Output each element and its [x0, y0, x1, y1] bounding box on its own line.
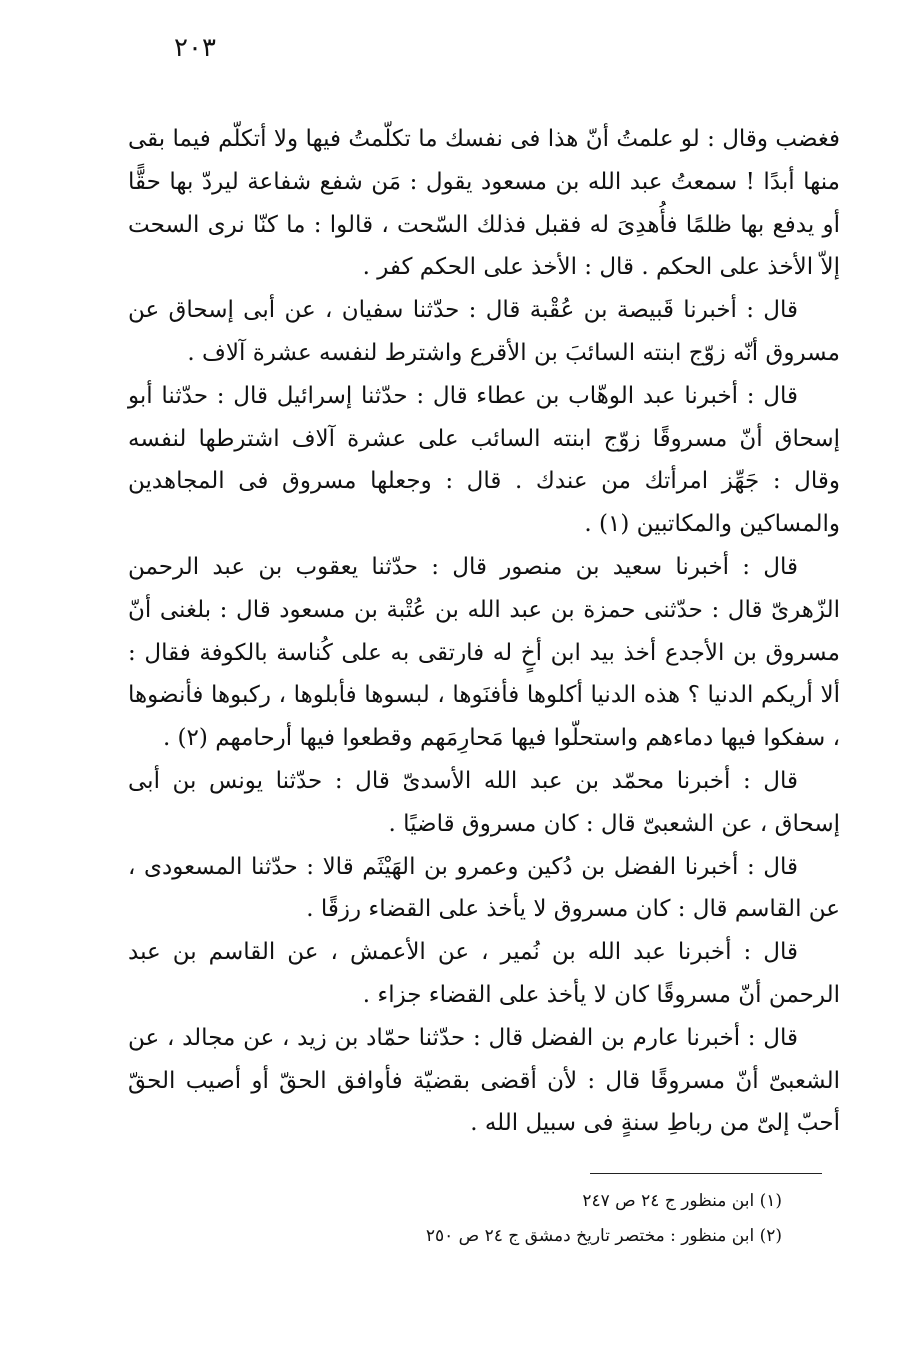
paragraph — [128, 289, 840, 375]
paragraph-text: فغضب وقال : لو علمتُ أنّ هذا فى نفسك ما تكلّمتُ فيها ولا أتكلّم فيما بقى منها أبدًا ! سمعتُ عبد الله بن مسعود يقول : مَن شفع شفاعة ليردّ بها حقًّا أو يدفع بها ظلمًا فأُهدِىَ له فقبل فذلك السّحت ، قالوا : ما كنّا نرى السحت إلاّ الأخذ على الحكم . قال : الأخذ على الحكم كفر . — [128, 126, 840, 281]
paragraph-text: قال : أخبرنا عبد الله بن نُمير ، عن الأعمش ، عن القاسم بن عبد الرحمن أنّ مسروقًا كان لا يأخذ على القضاء جزاء . — [128, 939, 840, 1008]
footnote: (٢) ابن منظور : مختصر تاريخ دمشق ج ٢٤ ص ٢٥٠ — [425, 1226, 782, 1246]
footnote: (١) ابن منظور ج ٢٤ ص ٢٤٧ — [582, 1191, 782, 1211]
paragraph — [128, 931, 840, 1017]
body-text — [128, 118, 840, 1145]
footnotes — [300, 1184, 782, 1254]
page-number: ٢٠٣ — [174, 33, 216, 63]
paragraph-text: قال : أخبرنا عارم بن الفضل قال : حدّثنا حمّاد بن زيد ، عن مجالد ، عن الشعبىّ أنّ مسروقًا قال : لأن أقضى بقضيّة فأوافق الحقّ أو أصيب الحقّ أحبّ إلىّ من رباطِ سنةٍ فى سبيل الله . — [128, 1024, 840, 1137]
paragraph-text: قال : أخبرنا سعيد بن منصور قال : حدّثنا يعقوب بن عبد الرحمن الزّهرىّ قال : حدّثنى حمزة بن عبد الله بن عُتْبة بن مسعود قال : بلغنى أنّ مسروق بن الأجدع أخذ بيد ابن أخٍ له فارتقى به على كُناسة بالكوفة فقال : ألا أريكم الدنيا ؟ هذه الدنيا أكلوها فأفنَوها ، لبسوها فأبلوها ، ركبوها فأنضوها ، سفكوا فيها دماءهم واستحلّوا فيها مَحارِمَهم وقطعوا فيها أرحامهم — [128, 553, 840, 752]
paragraph-text: قال : أخبرنا محمّد بن عبد الله الأسدىّ قال : حدّثنا يونس بن أبى إسحاق ، عن الشعبىّ قال : كان مسروق قاضيًا . — [128, 767, 840, 837]
paragraph-text: قال : أخبرنا قَبيصة بن عُقْبة قال : حدّثنا سفيان ، عن أبى إسحاق عن مسروق أنّه زوّج ابنته السائبَ بن الأقرع واشترط لنفسه عشرة آلاف . — [128, 297, 840, 366]
footnote-separator — [590, 1173, 822, 1174]
paragraph-text: قال : أخبرنا عبد الوهّاب بن عطاء قال : حدّثنا إسرائيل قال : حدّثنا أبو إسحاق أنّ مسروقًا زوّج ابنته السائب على عشرة آلاف اشترطها لنفسه وقال : جَهِّز امرأتك من عندك . قال : وجعلها مسروق فى المجاهدين والمساكين والمكاتبين — [128, 382, 841, 538]
paragraph — [128, 1017, 840, 1145]
paragraph-text: قال : أخبرنا الفضل بن دُكين وعمرو بن الهَيْثَم قالا : حدّثنا المسعودى ، عن القاسم قال : كان مسروق لا يأخذ على القضاء رزقًا . — [128, 853, 840, 923]
footnote-reference: (١) . — [584, 511, 630, 538]
paragraph — [128, 760, 840, 846]
paragraph — [128, 375, 840, 546]
paragraph — [128, 546, 840, 760]
paragraph — [128, 846, 840, 932]
footnote-reference: (٢) . — [162, 725, 208, 752]
paragraph — [128, 118, 840, 289]
